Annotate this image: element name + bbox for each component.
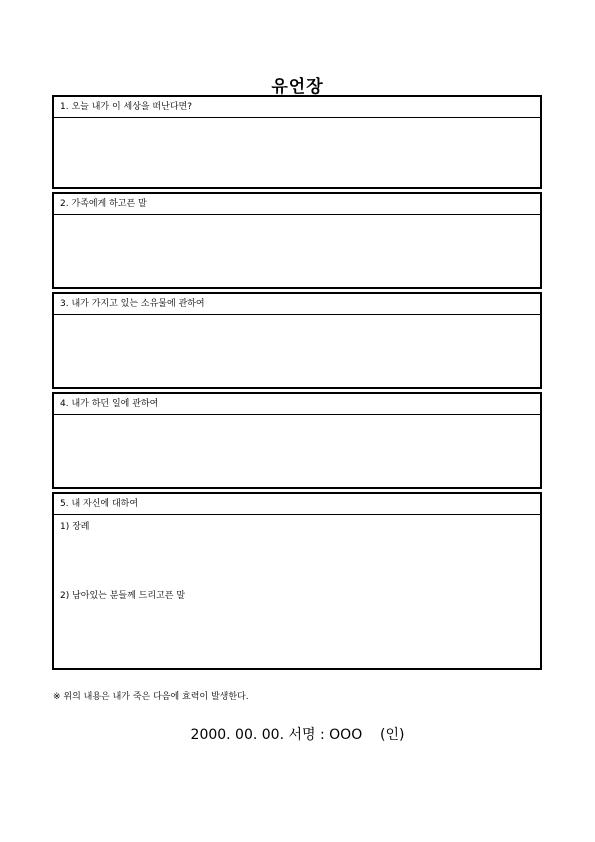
section-4-heading: 4. 내가 하던 일에 관하여 [54,394,540,415]
section-2-heading: 2. 가족에게 하고픈 말 [54,194,540,215]
signature-line: 2000. 00. 00. 서명 : OOO (인) [190,727,405,743]
section-1-heading: 1. 오늘 내가 이 세상을 떠난다면? [54,97,540,118]
document-title: 유언장 [271,77,324,97]
section-5-heading: 5. 내 자신에 대하여 [54,494,540,515]
section-3-box [52,292,542,389]
section-1-box [52,95,542,189]
section-4-box [52,392,542,489]
section-2-box [52,192,542,289]
footnote: ※ 위의 내용은 내가 죽은 다음에 효력이 발생한다. [53,692,249,702]
section-3-heading: 3. 내가 가지고 있는 소유물에 관하여 [54,294,540,315]
section-5-writing-area [54,515,540,668]
funeral-subheading: 1) 장례 [60,522,90,532]
message-subheading: 2) 남아있는 분들께 드리고픈 말 [60,591,186,601]
section-5-box [52,492,542,670]
